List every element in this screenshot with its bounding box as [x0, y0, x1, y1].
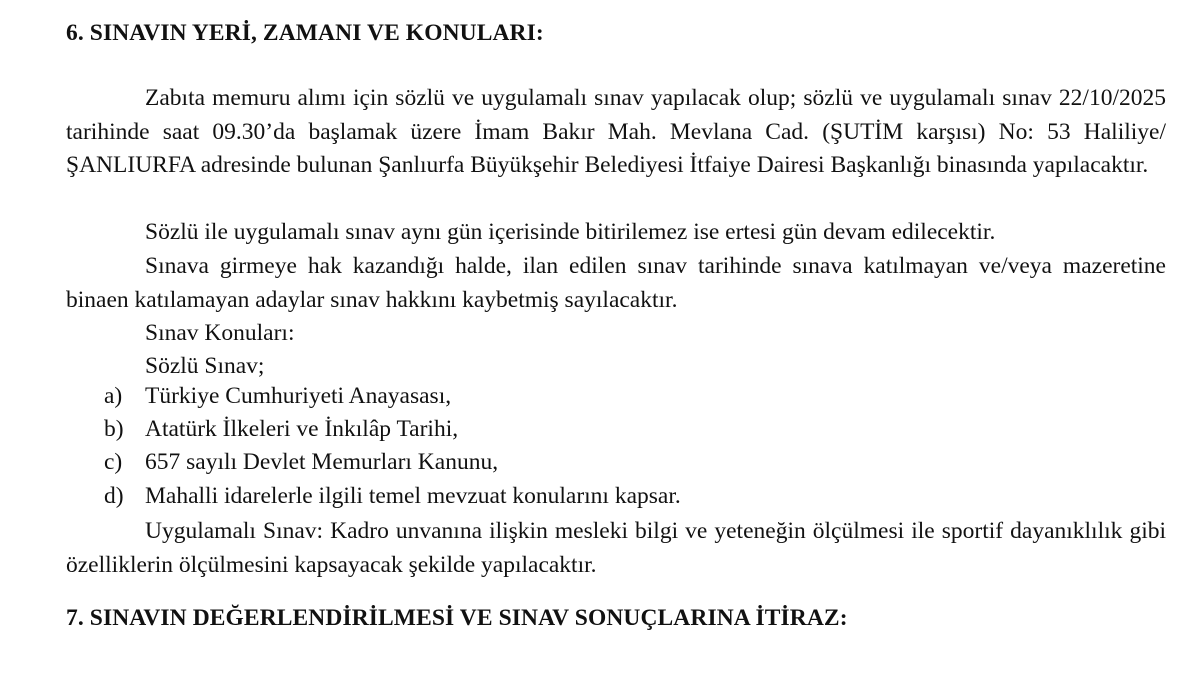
practical-exam-paragraph: Uygulamalı Sınav: Kadro unvanına ilişkin mesleki bilgi ve yeteneğin ölçülmesi ile sportif dayanıklılık gibi özelliklerin ölçülmesini kapsayacak şekilde yapılacaktır. — [66, 518, 1166, 578]
section-7-heading: 7. SINAVIN DEĞERLENDİRİLMESİ VE SINAV SONUÇLARINA İTİRAZ: — [66, 605, 848, 631]
exam-continuation-paragraph: Sözlü ile uygulamalı sınav aynı gün içerisinde bitirilemez ise ertesi gün devam edilecektir. — [145, 219, 996, 245]
oral-topic-text: Atatürk İlkeleri ve İnkılâp Tarihi, — [145, 416, 459, 442]
list-marker: b) — [104, 416, 124, 442]
oral-topic-text: Mahalli idarelerle ilgili temel mevzuat konularını kapsar. — [145, 483, 681, 509]
oral-topic-item — [104, 380, 451, 414]
oral-exam-label: Sözlü Sınav; — [145, 353, 265, 379]
oral-topic-text: Türkiye Cumhuriyeti Anayasası, — [145, 383, 452, 409]
exam-absence-paragraph: Sınava girmeye hak kazandığı halde, ilan edilen sınav tarihinde sınava katılmayan ve/veya mazeretine binaen katılamayan adaylar sınav hakkını kaybetmiş sayılacaktır. — [66, 253, 1166, 313]
exam-topics-label: Sınav Konuları: — [145, 320, 295, 346]
oral-topic-item — [104, 480, 681, 514]
list-marker: a) — [104, 383, 123, 409]
oral-topic-text: 657 sayılı Devlet Memurları Kanunu, — [145, 449, 499, 475]
section-6-heading: 6. SINAVIN YERİ, ZAMANI VE KONULARI: — [66, 20, 544, 46]
list-marker: d) — [104, 483, 124, 509]
list-marker: c) — [104, 449, 123, 475]
oral-topic-item — [104, 413, 458, 447]
oral-topic-item — [104, 446, 498, 480]
exam-location-paragraph: Zabıta memuru alımı için sözlü ve uygulamalı sınav yapılacak olup; sözlü ve uygulamalı sınav 22/10/2025 tarihinde saat 09.30’da başlamak üzere İmam Bakır Mah. Mevlana Cad. (ŞUTİM karşısı) No: 53 Haliliye/ŞANLIURFA adresinde bulunan Şanlıurfa Büyükşehir Belediyesi İtfaiye Dairesi Başkanlığı binasında yapılacaktır. — [66, 85, 1166, 178]
